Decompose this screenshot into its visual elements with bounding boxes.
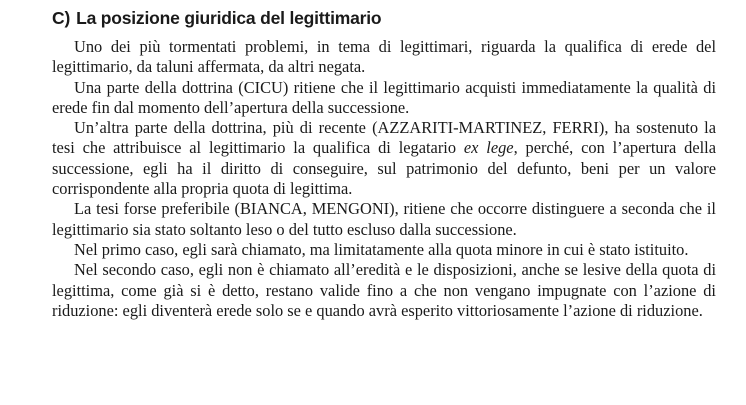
paragraph-preferibile: La tesi forse preferibile (BIANCA, MENGONI), ritiene che occorre distinguere a seconda che il legittimario sia stato soltanto leso o del tutto escluso dalla successione. [52,199,716,239]
paragraph-secondo-caso: Nel secondo caso, egli non è chiamato all’eredità e le disposizioni, anche se lesive della quota di legittima, come già si è detto, restano valide fino a che non vengano impugnate con l’azione di riduzione: egli diventerà erede solo se e quando avrà esperito vittoriosamente l’azione di riduzione. [52,260,716,320]
document-page [52,6,716,321]
section-label: C) [52,8,71,28]
paragraph-primo-caso: Nel primo caso, egli sarà chiamato, ma limitatamente alla quota minore in cui è stato istituito. [74,239,689,259]
paragraph-legatario-after: , perché, con l’apertura della successione, egli ha il diritto di conseguire, sul patrimonio del defunto, beni per un valore corrispondente alla propria quota di legittima. [52,138,716,199]
section-title: La posizione giuridica del legittimario [76,8,382,28]
section-heading [52,6,716,30]
paragraph-cicu: Una parte della dottrina (CICU) ritiene che il legittimario acquisti immediatamente la qualità di erede fin dal momento dell’apertura della successione. [52,77,716,117]
paragraph-legatario [52,118,716,199]
paragraph-legatario-emphasis: ex lege [463,138,514,158]
paragraph-legatario-before: Un’altra parte della dottrina, più di recente (AZZARITI-MARTINEZ, FERRI), ha sostenuto la tesi che attribuisce al legittimario la qualifica di legatario [52,118,716,158]
paragraph-intro: Uno dei più tormentati problemi, in tema di legittimari, riguarda la qualifica di erede del legittimario, da taluni affermata, da altri negata. [52,37,716,77]
